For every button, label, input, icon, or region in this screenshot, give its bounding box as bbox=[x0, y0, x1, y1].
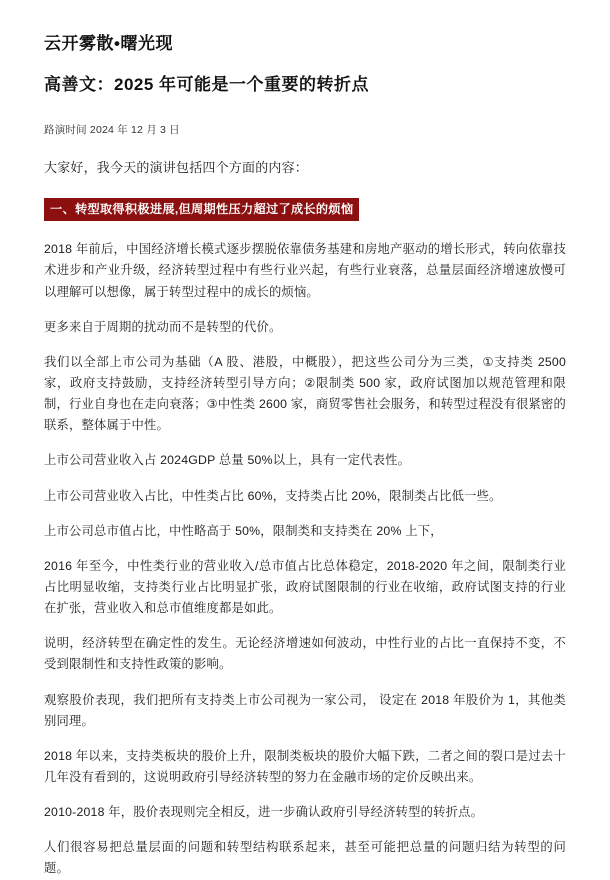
body-paragraph: 上市公司营业收入占 2024GDP 总量 50%以上，具有一定代表性。 bbox=[44, 453, 411, 468]
body-paragraph: 观察股价表现，我们把所有支持类上市公司视为一家公司， 设定在 2018 年股价为 1，其他类别同理。 bbox=[44, 692, 566, 728]
body-paragraph: 2016 年至今，中性类行业的营业收入/总市值占比总体稳定，2018-2020 年之间，限制类行业占比明显收缩，支持类行业占比明显扩张，政府试图限制的行业在收缩，政府试图支持的行业在扩张，营业收入和总市值维度都是如此。 bbox=[44, 558, 566, 616]
body-paragraph: 2010-2018 年，股价表现则完全相反，进一步确认政府引导经济转型的转折点。 bbox=[44, 805, 484, 820]
section-heading: 一、转型取得积极进展,但周期性压力超过了成长的烦恼 bbox=[44, 198, 359, 221]
body-paragraph: 上市公司总市值占比，中性略高于 50%，限制类和支持类在 20% 上下， bbox=[44, 523, 443, 538]
body-paragraph: 上市公司营业收入占比，中性类占比 60%，支持类占比 20%，限制类占比低一些。 bbox=[44, 488, 502, 503]
page-title-line-2: 高善文：2025 年可能是一个重要的转折点 bbox=[44, 75, 370, 95]
body-paragraph: 更多来自于周期的扰动而不是转型的代价。 bbox=[44, 319, 282, 334]
intro-paragraph: 大家好，我今天的演讲包括四个方面的内容： bbox=[44, 160, 309, 176]
roadshow-date: 路演时间 2024 年 12 月 3 日 bbox=[44, 124, 180, 137]
body-paragraph: 说明，经济转型在确定性的发生。无论经济增速如何波动，中性行业的占比一直保持不变，不受到限制性和支持性政策的影响。 bbox=[44, 636, 566, 672]
body-paragraph: 我们以全部上市公司为基础（A 股、港股，中概股），把这些公司分为三类，①支持类 2500 家，政府支持鼓励，支持经济转型引导方向；②限制类 500 家，政府试图加以规范管理和限制，行业自身也在走向衰落；③中性类 2600 家，商贸零售社会服务，和转型过程没有很紧密的联系，整体属于中性。 bbox=[44, 354, 566, 433]
body-paragraph: 人们很容易把总量层面的问题和转型结构联系起来，甚至可能把总量的问题归结为转型的问题。 bbox=[44, 840, 566, 876]
body-paragraph: 2018 年以来，支持类板块的股价上升，限制类板块的股价大幅下跌，二者之间的裂口是过去十几年没有看到的，这说明政府引导经济转型的努力在金融市场的定价反映出来。 bbox=[44, 748, 566, 784]
body-paragraph: 2018 年前后，中国经济增长模式逐步摆脱依靠债务基建和房地产驱动的增长形式，转向依靠技术进步和产业升级，经济转型过程中有些行业兴起，有些行业衰落，总量层面经济增速放慢可以理解可以想像，属于转型过程中的成长的烦恼。 bbox=[44, 242, 566, 299]
page-title-line-1: 云开雾散•曙光现 bbox=[44, 34, 173, 53]
